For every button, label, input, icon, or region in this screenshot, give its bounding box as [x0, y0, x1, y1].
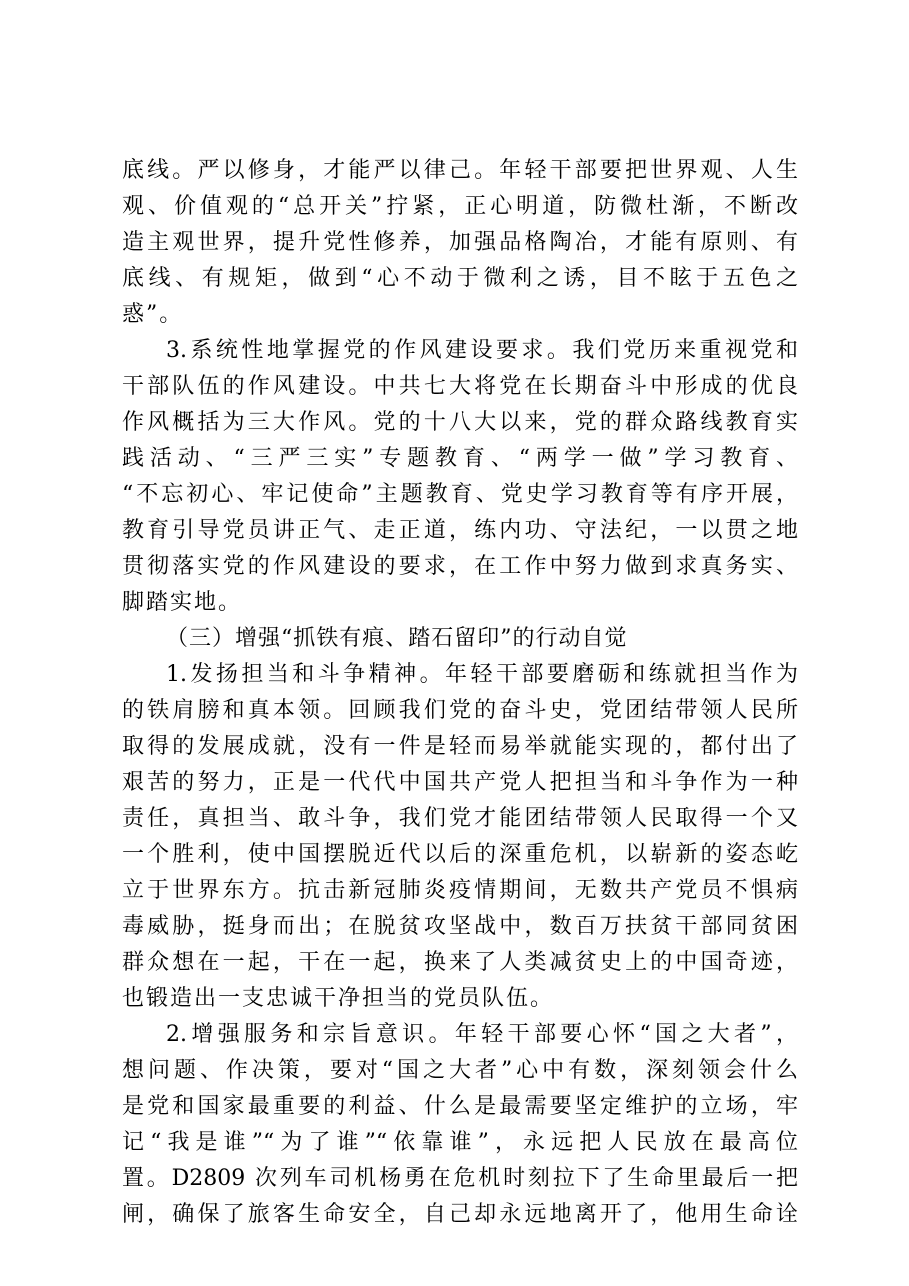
- text-line: 底线。严以修身，才能严以律己。年轻干部要把世界观、人生: [122, 158, 798, 183]
- text-line: 闸，确保了旅客生命安全，自己却永远地离开了，他用生命诠: [122, 1202, 798, 1227]
- text-line: 责任，真担当、敢斗争，我们党才能团结带领人民取得一个又: [122, 806, 798, 831]
- text-line: 的铁肩膀和真本领。回顾我们党的奋斗史，党团结带领人民所: [122, 698, 798, 723]
- text-line: 践活动、“三严三实”专题教育、“两学一做”学习教育、: [122, 446, 798, 471]
- text-line: 贯彻落实党的作风建设的要求，在工作中努力做到求真务实、: [122, 554, 798, 579]
- text-line: 一个胜利，使中国摆脱近代以后的深重危机，以崭新的姿态屹: [122, 842, 798, 867]
- text-line: 取得的发展成就，没有一件是轻而易举就能实现的，都付出了: [122, 734, 798, 759]
- text-line: 干部队伍的作风建设。中共七大将党在长期奋斗中形成的优良: [122, 374, 798, 399]
- text-line: 作风概括为三大作风。党的十八大以来，党的群众路线教育实: [122, 410, 798, 435]
- paragraph-first-line: 2.增强服务和宗旨意识。年轻干部要心怀“国之大者”，: [166, 1022, 798, 1047]
- paragraph-first-line: 1.发扬担当和斗争精神。年轻干部要磨砺和练就担当作为: [166, 662, 798, 687]
- paragraph-first-line: 3.系统性地掌握党的作风建设要求。我们党历来重视党和: [166, 338, 798, 363]
- text-line: “不忘初心、牢记使命”主题教育、党史学习教育等有序开展，: [122, 482, 798, 507]
- text-line: 也锻造出一支忠诚干净担当的党员队伍。: [122, 986, 555, 1011]
- text-line: 造主观世界，提升党性修养，加强品格陶冶，才能有原则、有: [122, 230, 798, 255]
- text-line: 记“我是谁”“为了谁”“依靠谁”，永远把人民放在最高位: [122, 1130, 798, 1155]
- text-line: 观、价值观的“总开关”拧紧，正心明道，防微杜渐，不断改: [122, 194, 798, 219]
- text-line: 惑”。: [122, 302, 184, 327]
- text-line: 想问题、作决策，要对“国之大者”心中有数，深刻领会什么: [122, 1058, 798, 1083]
- text-line: 艰苦的努力，正是一代代中国共产党人把担当和斗争作为一种: [122, 770, 798, 795]
- text-line: 立于世界东方。抗击新冠肺炎疫情期间，无数共产党员不惧病: [122, 878, 798, 903]
- text-line: 毒威胁，挺身而出；在脱贫攻坚战中，数百万扶贫干部同贫困: [122, 914, 798, 939]
- text-line: 脚踏实地。: [122, 590, 243, 615]
- section-heading: （三）增强“抓铁有痕、踏石留印”的行动自觉: [166, 626, 628, 651]
- text-line: 群众想在一起，干在一起，换来了人类减贫史上的中国奇迹，: [122, 950, 798, 975]
- text-line: 教育引导党员讲正气、走正道，练内功、守法纪，一以贯之地: [122, 518, 798, 543]
- text-line: 置。D2809 次列车司机杨勇在危机时刻拉下了生命里最后一把: [122, 1166, 798, 1191]
- text-line: 底线、有规矩，做到“心不动于微利之诱，目不眩于五色之: [122, 266, 798, 291]
- text-line: 是党和国家最重要的利益、什么是最需要坚定维护的立场，牢: [122, 1094, 798, 1119]
